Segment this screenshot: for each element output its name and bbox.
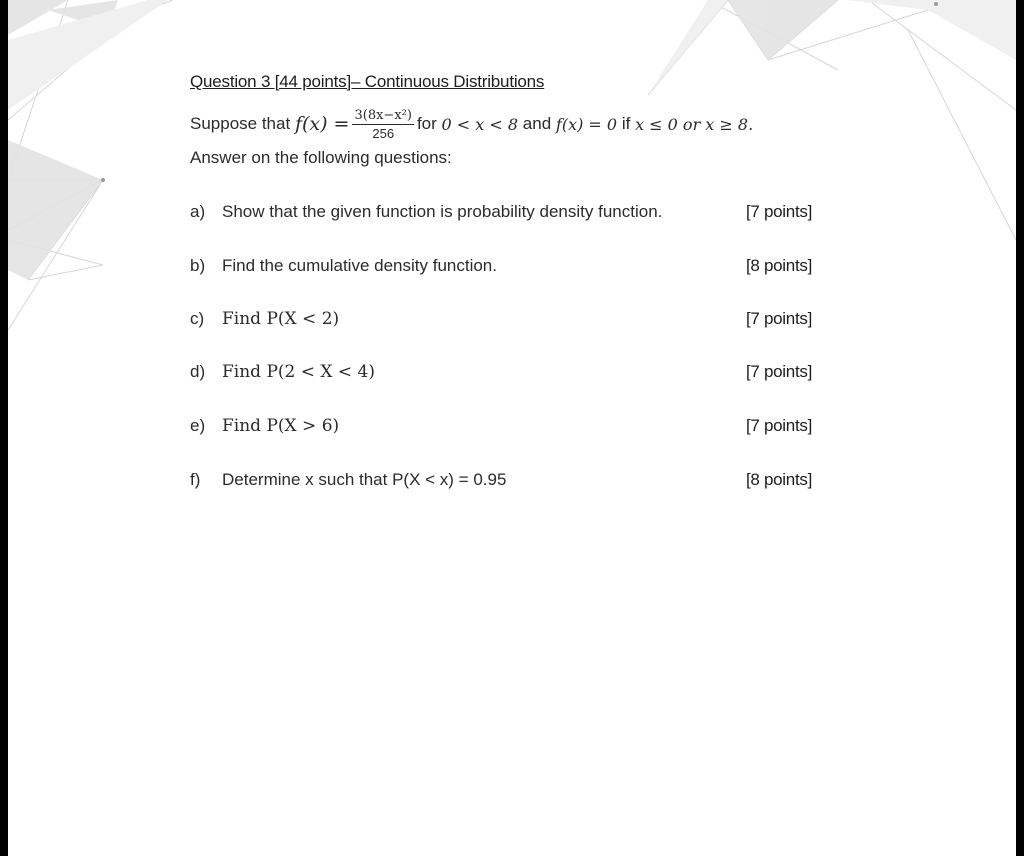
item-points: [7 points] bbox=[746, 362, 812, 381]
outside-condition: x ≤ 0 or x ≥ 8. bbox=[635, 114, 754, 134]
item-points: [7 points] bbox=[746, 309, 812, 328]
item-points: [8 points] bbox=[746, 256, 812, 275]
question-title: Question 3 [44 points]– Continuous Distributions bbox=[190, 72, 545, 91]
item-points: [8 points] bbox=[746, 470, 812, 489]
function-name: f(x) = bbox=[294, 113, 350, 135]
question-item bbox=[190, 468, 830, 492]
intro-for: for bbox=[416, 114, 437, 133]
question-item bbox=[190, 307, 830, 331]
item-text: Determine x such that P(X < x) = 0.95 bbox=[222, 470, 507, 489]
item-text: Find the cumulative density function. bbox=[222, 256, 497, 275]
item-text: Find P(X < 2) bbox=[222, 309, 340, 329]
item-letter: a) bbox=[190, 202, 206, 221]
item-letter: b) bbox=[190, 256, 206, 275]
item-text: Find P(X > 6) bbox=[222, 416, 340, 436]
question-item bbox=[190, 254, 830, 278]
question-item bbox=[190, 414, 830, 438]
question-intro bbox=[190, 102, 753, 146]
item-letter: e) bbox=[190, 416, 206, 435]
zero-condition: f(x) = 0 bbox=[555, 114, 618, 134]
answer-instruction: Answer on the following questions: bbox=[190, 148, 452, 167]
density-fraction bbox=[352, 107, 413, 142]
fraction-denominator: 256 bbox=[372, 125, 395, 141]
item-letter: d) bbox=[190, 362, 206, 381]
fraction-numerator: 3(8x−x²) bbox=[354, 107, 412, 123]
domain-range: 0 < x < 8 bbox=[441, 114, 519, 134]
item-text: Show that the given function is probability density function. bbox=[222, 202, 663, 221]
item-letter: f) bbox=[190, 470, 201, 489]
intro-if: if bbox=[621, 114, 631, 133]
intro-prefix: Suppose that bbox=[190, 114, 291, 133]
document-page bbox=[8, 0, 1016, 856]
intro-and: and bbox=[522, 114, 552, 133]
item-text: Find P(2 < X < 4) bbox=[222, 362, 376, 382]
item-points: [7 points] bbox=[746, 416, 812, 435]
question-item bbox=[190, 200, 830, 224]
item-points: [7 points] bbox=[746, 202, 812, 221]
item-letter: c) bbox=[190, 309, 205, 328]
question-item bbox=[190, 360, 830, 384]
